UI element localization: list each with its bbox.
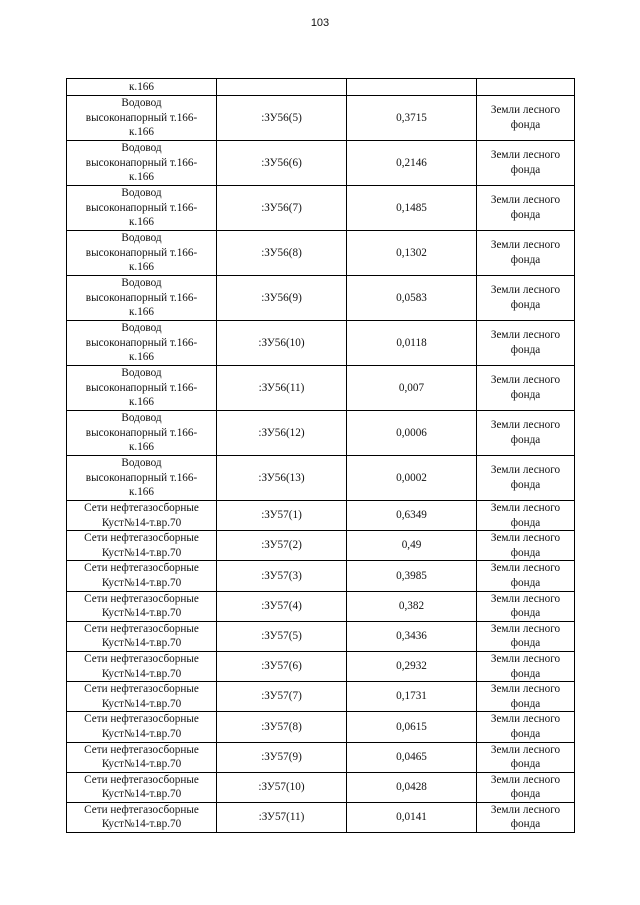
object-name-cell-line: Куст№14-т.вр.70 — [101, 758, 182, 771]
object-name-cell — [67, 411, 217, 456]
land-category-cell-line: фонда — [510, 299, 541, 311]
object-name-cell — [67, 772, 217, 802]
land-category-cell-line: фонда — [510, 389, 541, 401]
land-category-cell-line: Земли лесного — [490, 464, 561, 477]
plot-code-cell: :ЗУ57(5) — [217, 621, 347, 651]
land-category-cell — [477, 276, 575, 321]
object-name-cell-line: Водовод — [121, 412, 162, 425]
object-name-cell-line: к.166 — [128, 126, 154, 139]
object-name-cell-line: к.166 — [128, 396, 154, 409]
object-name-cell-line: Сети нефтегазосборные — [84, 562, 199, 575]
object-name-cell-line: Водовод — [121, 277, 162, 290]
object-name-cell — [67, 321, 217, 366]
land-category-cell-line: фонда — [510, 727, 541, 740]
table-row — [67, 501, 575, 531]
plot-code-cell: :ЗУ57(7) — [217, 682, 347, 712]
table-row — [67, 231, 575, 276]
plot-code-cell: :ЗУ57(3) — [217, 561, 347, 591]
land-category-cell-line: фонда — [510, 546, 541, 559]
land-category-cell — [477, 501, 575, 531]
land-category-cell-line: фонда — [510, 434, 541, 446]
land-category-cell — [477, 79, 575, 96]
land-plots-table — [66, 78, 575, 833]
object-name-cell-line: Куст№14-т.вр.70 — [101, 576, 182, 589]
land-category-cell — [477, 682, 575, 712]
object-name-cell — [67, 621, 217, 651]
area-cell: 0,007 — [347, 366, 477, 411]
object-name-cell-line: Водовод — [121, 367, 162, 380]
land-category-cell-line: фонда — [510, 576, 541, 589]
table-row — [67, 802, 575, 832]
table-row — [67, 456, 575, 501]
object-name-cell-line: Сети нефтегазосборные — [84, 502, 199, 514]
land-category-cell — [477, 411, 575, 456]
land-category-cell-line: Земли лесного — [490, 532, 561, 545]
table-row — [67, 79, 575, 96]
table-row — [67, 141, 575, 186]
land-category-cell-line: Земли лесного — [490, 713, 561, 726]
area-cell: 0,2932 — [347, 651, 477, 681]
area-cell: 0,3985 — [347, 561, 477, 591]
object-name-cell — [67, 591, 217, 621]
land-category-cell — [477, 96, 575, 141]
table-row — [67, 651, 575, 681]
object-name-cell-line: высоконапорный т.166- — [85, 291, 198, 304]
area-cell: 0,3715 — [347, 96, 477, 141]
land-category-cell-line: фонда — [510, 667, 541, 680]
table-row — [67, 591, 575, 621]
area-cell: 0,6349 — [347, 501, 477, 531]
land-category-cell-line: фонда — [510, 758, 541, 771]
plot-code-cell: :ЗУ56(10) — [217, 321, 347, 366]
object-name-cell — [67, 561, 217, 591]
land-category-cell-line: фонда — [510, 344, 541, 356]
table-row — [67, 742, 575, 772]
object-name-cell — [67, 366, 217, 411]
land-category-cell — [477, 651, 575, 681]
land-category-cell-line: Земли лесного — [490, 622, 561, 635]
land-category-cell — [477, 591, 575, 621]
land-category-cell — [477, 141, 575, 186]
land-category-cell — [477, 712, 575, 742]
land-category-cell-line: Земли лесного — [490, 592, 561, 605]
object-name-cell-line: высоконапорный т.166- — [85, 246, 198, 259]
object-name-cell-line: высоконапорный т.166- — [85, 381, 198, 394]
object-name-cell — [67, 501, 217, 531]
area-cell: 0,0141 — [347, 802, 477, 832]
area-cell: 0,0583 — [347, 276, 477, 321]
area-cell — [347, 79, 477, 96]
plot-code-cell: :ЗУ56(6) — [217, 141, 347, 186]
land-category-cell-line: Земли лесного — [490, 502, 561, 514]
land-category-cell-line: фонда — [510, 164, 541, 176]
object-name-cell-line: Сети нефтегазосборные — [84, 743, 199, 756]
area-cell: 0,0118 — [347, 321, 477, 366]
object-name-cell — [67, 276, 217, 321]
object-name-cell-line: Куст№14-т.вр.70 — [101, 516, 182, 529]
land-category-cell — [477, 456, 575, 501]
object-name-cell-line: Куст№14-т.вр.70 — [101, 546, 182, 559]
table-body — [67, 79, 575, 833]
area-cell: 0,0006 — [347, 411, 477, 456]
object-name-cell-line: высоконапорный т.166- — [85, 156, 198, 169]
land-category-cell-line: Земли лесного — [490, 329, 561, 342]
object-name-cell — [67, 712, 217, 742]
object-name-cell — [67, 802, 217, 832]
land-category-cell — [477, 621, 575, 651]
object-name-cell-line: Сети нефтегазосборные — [84, 713, 199, 726]
land-category-cell-line: фонда — [510, 479, 541, 491]
land-category-cell-line: Земли лесного — [490, 803, 561, 816]
land-category-cell — [477, 366, 575, 411]
plot-code-cell: :ЗУ56(8) — [217, 231, 347, 276]
land-category-cell — [477, 186, 575, 231]
object-name-cell — [67, 141, 217, 186]
land-category-cell-line: фонда — [510, 697, 541, 710]
plot-code-cell: :ЗУ56(13) — [217, 456, 347, 501]
object-name-cell — [67, 531, 217, 561]
page-number: 103 — [310, 17, 330, 29]
object-name-cell-line: Сети нефтегазосборные — [84, 803, 199, 816]
area-cell: 0,0615 — [347, 712, 477, 742]
table-row — [67, 621, 575, 651]
land-category-cell-line: фонда — [510, 637, 541, 650]
land-category-cell — [477, 531, 575, 561]
area-cell: 0,0465 — [347, 742, 477, 772]
land-category-cell-line: Земли лесного — [490, 194, 561, 207]
land-category-cell-line: фонда — [510, 607, 541, 620]
area-cell: 0,0428 — [347, 772, 477, 802]
plot-code-cell: :ЗУ57(4) — [217, 591, 347, 621]
land-category-cell-line: Земли лесного — [490, 284, 561, 297]
object-name-cell — [67, 682, 217, 712]
land-category-cell — [477, 742, 575, 772]
plot-code-cell: :ЗУ57(9) — [217, 742, 347, 772]
object-name-cell-line: к.166 — [128, 486, 154, 499]
object-name-cell-line: к.166 — [128, 171, 154, 184]
object-name-cell-line: к.166 — [128, 441, 154, 454]
table-row — [67, 772, 575, 802]
object-name-cell — [67, 96, 217, 141]
table-row — [67, 321, 575, 366]
object-name-cell-line: к.166 — [128, 351, 154, 364]
object-name-cell-line: Водовод — [121, 232, 162, 245]
object-name-cell — [67, 231, 217, 276]
object-name-cell-line: Куст№14-т.вр.70 — [101, 667, 182, 680]
land-category-cell-line: Земли лесного — [490, 239, 561, 252]
object-name-cell-line: Водовод — [121, 187, 162, 200]
object-name-cell-line: высоконапорный т.166- — [85, 426, 198, 439]
plot-code-cell: :ЗУ57(8) — [217, 712, 347, 742]
table-row — [67, 561, 575, 591]
object-name-cell-line: Сети нефтегазосборные — [84, 622, 199, 635]
area-cell: 0,0002 — [347, 456, 477, 501]
object-name-cell — [67, 79, 217, 96]
area-cell: 0,1302 — [347, 231, 477, 276]
table-row — [67, 186, 575, 231]
plot-code-cell: :ЗУ57(1) — [217, 501, 347, 531]
object-name-cell — [67, 742, 217, 772]
land-category-cell — [477, 321, 575, 366]
land-category-cell-line: Земли лесного — [490, 374, 561, 387]
object-name-cell-line: Куст№14-т.вр.70 — [101, 818, 182, 831]
plot-code-cell: :ЗУ56(11) — [217, 366, 347, 411]
object-name-cell-line: к.166 — [128, 80, 154, 93]
area-cell: 0,382 — [347, 591, 477, 621]
object-name-cell — [67, 456, 217, 501]
land-category-cell-line: фонда — [510, 788, 541, 801]
object-name-cell — [67, 651, 217, 681]
land-category-cell-line: Земли лесного — [490, 773, 561, 786]
table-row — [67, 96, 575, 141]
area-cell: 0,2146 — [347, 141, 477, 186]
land-category-cell-line: Земли лесного — [490, 743, 561, 756]
object-name-cell-line: к.166 — [128, 261, 154, 274]
table-row — [67, 366, 575, 411]
land-category-cell — [477, 561, 575, 591]
object-name-cell-line: Водовод — [121, 142, 162, 155]
plot-code-cell: :ЗУ56(7) — [217, 186, 347, 231]
plot-code-cell: :ЗУ56(9) — [217, 276, 347, 321]
object-name-cell-line: высоконапорный т.166- — [85, 471, 198, 484]
land-category-cell — [477, 802, 575, 832]
plot-code-cell: :ЗУ57(2) — [217, 531, 347, 561]
object-name-cell-line: Куст№14-т.вр.70 — [101, 788, 182, 801]
object-name-cell-line: высоконапорный т.166- — [85, 336, 198, 349]
area-cell: 0,1485 — [347, 186, 477, 231]
object-name-cell-line: Сети нефтегазосборные — [84, 532, 199, 545]
object-name-cell-line: к.166 — [128, 216, 154, 229]
land-category-cell-line: Земли лесного — [490, 419, 561, 432]
land-category-cell-line: фонда — [510, 516, 541, 529]
plot-code-cell: :ЗУ57(6) — [217, 651, 347, 681]
object-name-cell-line: Сети нефтегазосборные — [84, 683, 199, 696]
land-category-cell-line: Земли лесного — [490, 683, 561, 696]
land-category-cell-line: фонда — [510, 818, 541, 831]
land-category-cell-line: Земли лесного — [490, 104, 561, 117]
object-name-cell-line: Сети нефтегазосборные — [84, 652, 199, 665]
land-category-cell-line: фонда — [510, 119, 541, 131]
plot-code-cell — [217, 79, 347, 96]
object-name-cell-line: Куст№14-т.вр.70 — [101, 637, 182, 650]
object-name-cell-line: высоконапорный т.166- — [85, 201, 198, 214]
table-row — [67, 276, 575, 321]
land-category-cell-line: Земли лесного — [490, 652, 561, 665]
object-name-cell-line: высоконапорный т.166- — [85, 111, 198, 124]
area-cell: 0,49 — [347, 531, 477, 561]
plot-code-cell: :ЗУ56(12) — [217, 411, 347, 456]
area-cell: 0,3436 — [347, 621, 477, 651]
plot-code-cell: :ЗУ57(10) — [217, 772, 347, 802]
plot-code-cell: :ЗУ56(5) — [217, 96, 347, 141]
plot-code-cell: :ЗУ57(11) — [217, 802, 347, 832]
land-category-cell-line: Земли лесного — [490, 149, 561, 162]
table-row — [67, 411, 575, 456]
object-name-cell-line: Сети нефтегазосборные — [84, 592, 199, 605]
object-name-cell-line: Куст№14-т.вр.70 — [101, 607, 182, 620]
object-name-cell-line: Водовод — [121, 457, 162, 470]
land-category-cell-line: Земли лесного — [490, 562, 561, 575]
land-category-cell-line: фонда — [510, 254, 541, 266]
land-category-cell-line: фонда — [510, 209, 541, 221]
object-name-cell-line: Сети нефтегазосборные — [84, 773, 199, 786]
table-row — [67, 712, 575, 742]
object-name-cell-line: Куст№14-т.вр.70 — [101, 697, 182, 710]
object-name-cell-line: Водовод — [121, 97, 162, 110]
object-name-cell — [67, 186, 217, 231]
area-cell: 0,1731 — [347, 682, 477, 712]
object-name-cell-line: Водовод — [121, 322, 162, 335]
land-category-cell — [477, 772, 575, 802]
land-category-cell — [477, 231, 575, 276]
table-row — [67, 531, 575, 561]
object-name-cell-line: к.166 — [128, 306, 154, 319]
object-name-cell-line: Куст№14-т.вр.70 — [101, 727, 182, 740]
table-row — [67, 682, 575, 712]
